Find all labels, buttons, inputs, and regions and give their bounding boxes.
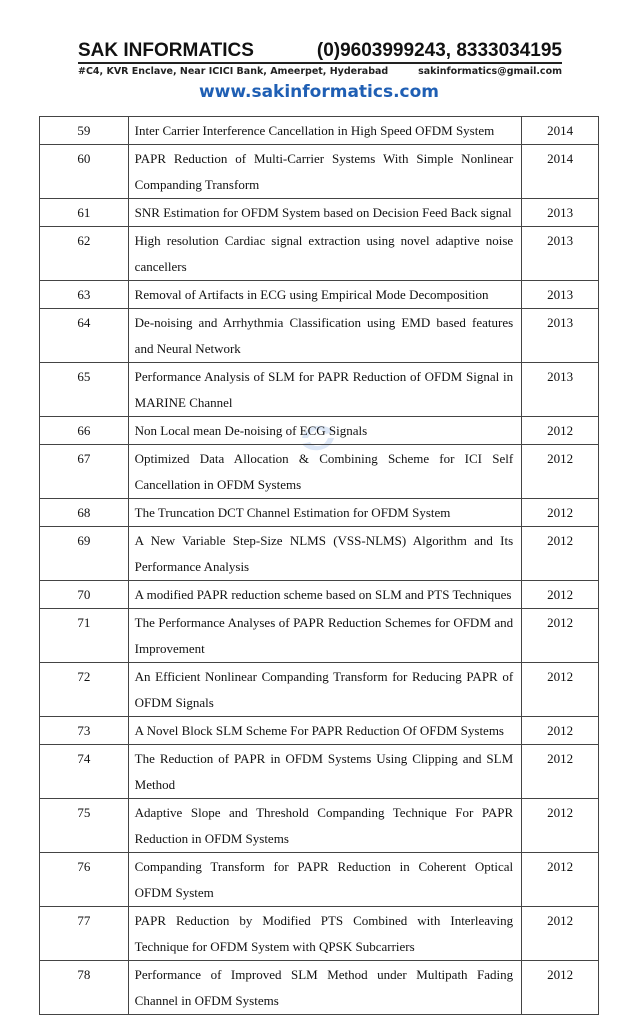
project-title: Optimized Data Allocation & Combining Scheme for ICI Self Cancellation in OFDM Systems [128, 445, 522, 499]
letterhead-contact-line [78, 65, 562, 79]
project-title: The Reduction of PAPR in OFDM Systems Using Clipping and SLM Method [128, 745, 522, 799]
project-number: 60 [40, 145, 129, 199]
project-number: 65 [40, 363, 129, 417]
project-year: 2013 [522, 363, 599, 417]
company-address: #C4, KVR Enclave, Near ICICI Bank, Ameerpet, Hyderabad [78, 66, 389, 77]
project-title: High resolution Cardiac signal extraction using novel adaptive noise cancellers [128, 227, 522, 281]
project-number: 68 [40, 499, 129, 527]
project-year: 2013 [522, 199, 599, 227]
table-row [40, 717, 599, 745]
project-title: Inter Carrier Interference Cancellation in High Speed OFDM System [128, 117, 522, 145]
project-number: 69 [40, 527, 129, 581]
project-title: A New Variable Step-Size NLMS (VSS-NLMS) Algorithm and Its Performance Analysis [128, 527, 522, 581]
project-title: Companding Transform for PAPR Reduction in Coherent Optical OFDM System [128, 853, 522, 907]
project-title: Adaptive Slope and Threshold Companding Technique For PAPR Reduction in OFDM Systems [128, 799, 522, 853]
table-row [40, 227, 599, 281]
project-year: 2013 [522, 227, 599, 281]
project-title: An Efficient Nonlinear Companding Transform for Reducing PAPR of OFDM Signals [128, 663, 522, 717]
table-row [40, 363, 599, 417]
project-year: 2012 [522, 445, 599, 499]
project-title: A modified PAPR reduction scheme based on SLM and PTS Techniques [128, 581, 522, 609]
table-row [40, 799, 599, 853]
project-title: The Truncation DCT Channel Estimation for OFDM System [128, 499, 522, 527]
table-row [40, 281, 599, 309]
table-row [40, 961, 599, 1015]
phone-numbers: (0)9603999243, 8333034195 [316, 40, 562, 61]
project-year: 2012 [522, 853, 599, 907]
project-year: 2012 [522, 907, 599, 961]
project-title: PAPR Reduction by Modified PTS Combined with Interleaving Technique for OFDM System with QPSK Subcarriers [128, 907, 522, 961]
project-year: 2012 [522, 961, 599, 1015]
table-row [40, 527, 599, 581]
project-year: 2012 [522, 717, 599, 745]
table-row [40, 853, 599, 907]
table-row [40, 745, 599, 799]
project-number: 77 [40, 907, 129, 961]
project-year: 2012 [522, 609, 599, 663]
table-row [40, 117, 599, 145]
project-year: 2013 [522, 281, 599, 309]
project-number: 70 [40, 581, 129, 609]
project-title: De-noising and Arrhythmia Classification using EMD based features and Neural Network [128, 309, 522, 363]
table-row [40, 663, 599, 717]
project-title: Non Local mean De-noising of ECG Signals [128, 417, 522, 445]
project-number: 78 [40, 961, 129, 1015]
project-year: 2013 [522, 309, 599, 363]
table-row [40, 145, 599, 199]
project-year: 2014 [522, 145, 599, 199]
project-title: A Novel Block SLM Scheme For PAPR Reduction Of OFDM Systems [128, 717, 522, 745]
table-row [40, 499, 599, 527]
project-year: 2012 [522, 581, 599, 609]
project-number: 74 [40, 745, 129, 799]
project-year: 2012 [522, 499, 599, 527]
table-row [40, 445, 599, 499]
company-name: SAK INFORMATICS [78, 40, 254, 61]
project-title: Performance Analysis of SLM for PAPR Reduction of OFDM Signal in MARINE Channel [128, 363, 522, 417]
project-title: Removal of Artifacts in ECG using Empirical Mode Decomposition [128, 281, 522, 309]
project-number: 66 [40, 417, 129, 445]
company-email: sakinformatics@gmail.com [418, 66, 562, 77]
project-number: 64 [40, 309, 129, 363]
project-year: 2014 [522, 117, 599, 145]
project-number: 73 [40, 717, 129, 745]
project-number: 59 [40, 117, 129, 145]
project-number: 71 [40, 609, 129, 663]
table-row [40, 907, 599, 961]
project-year: 2012 [522, 663, 599, 717]
letterhead-rule [78, 62, 562, 64]
project-title: The Performance Analyses of PAPR Reduction Schemes for OFDM and Improvement [128, 609, 522, 663]
project-number: 61 [40, 199, 129, 227]
project-number: 72 [40, 663, 129, 717]
project-year: 2012 [522, 745, 599, 799]
table-row [40, 609, 599, 663]
table-row [40, 199, 599, 227]
project-title: PAPR Reduction of Multi-Carrier Systems With Simple Nonlinear Companding Transform [128, 145, 522, 199]
table-row [40, 581, 599, 609]
company-website[interactable]: www.sakinformatics.com [198, 82, 440, 102]
project-number: 63 [40, 281, 129, 309]
project-title: SNR Estimation for OFDM System based on Decision Feed Back signal [128, 199, 522, 227]
project-title: Performance of Improved SLM Method under Multipath Fading Channel in OFDM Systems [128, 961, 522, 1015]
projects-table-body [40, 117, 599, 1015]
project-year: 2012 [522, 417, 599, 445]
project-number: 75 [40, 799, 129, 853]
project-number: 76 [40, 853, 129, 907]
project-year: 2012 [522, 799, 599, 853]
project-number: 62 [40, 227, 129, 281]
table-row [40, 309, 599, 363]
letterhead-top-line [78, 40, 562, 62]
projects-table [39, 116, 599, 1015]
project-number: 67 [40, 445, 129, 499]
table-row [40, 417, 599, 445]
project-year: 2012 [522, 527, 599, 581]
